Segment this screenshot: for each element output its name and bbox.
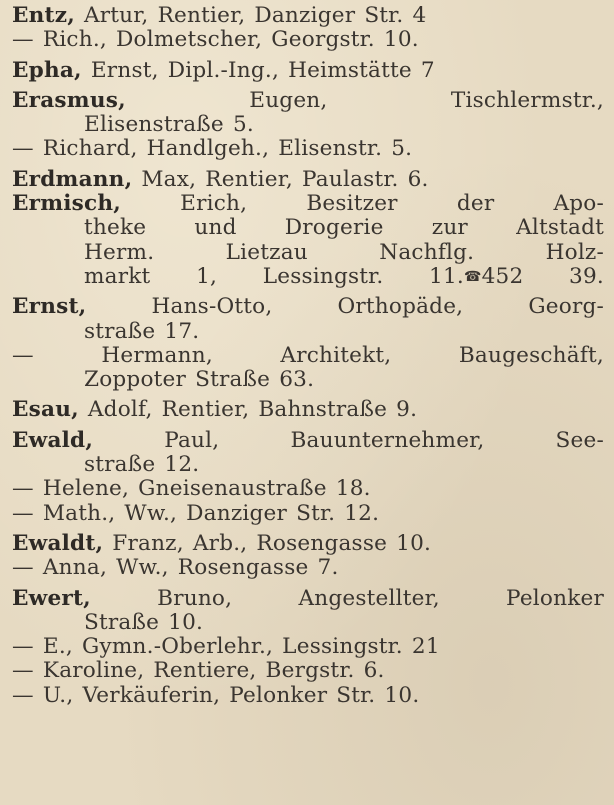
telephone-icon: ☎ bbox=[463, 268, 482, 285]
entry-text: Elisenstraße 5. bbox=[84, 113, 254, 138]
entry-text: Zoppoter Straße 63. bbox=[84, 368, 315, 393]
entry-text: Handlgeh., Elisenstr. 5. bbox=[137, 137, 413, 162]
entry-name: Erasmus, bbox=[12, 88, 126, 113]
entry-name: — Helene, bbox=[12, 477, 130, 502]
entry-text: Artur, Rentier, Danziger Str. 4 bbox=[74, 4, 427, 28]
directory-entry bbox=[12, 344, 604, 393]
entry-line bbox=[12, 429, 604, 453]
entry-line bbox=[12, 89, 604, 113]
entry-name: — Anna, bbox=[12, 556, 108, 581]
entry-name: Ewert, bbox=[12, 586, 91, 611]
directory-entry bbox=[12, 137, 604, 161]
entry-line bbox=[12, 168, 604, 192]
directory-entry bbox=[12, 477, 604, 501]
entry-text: Adolf, Rentier, Bahnstraße 9. bbox=[78, 398, 418, 423]
entry-text: Ww., Danziger Str. 12. bbox=[115, 501, 380, 526]
entry-line bbox=[12, 684, 604, 708]
entry-text: Gneisenaustraße 18. bbox=[129, 477, 371, 502]
entry-text: theke und Drogerie zur Altstadt bbox=[84, 216, 604, 241]
directory-entry bbox=[12, 587, 604, 636]
entry-line bbox=[12, 59, 604, 83]
entry-name: Esau, bbox=[12, 398, 79, 423]
entry-name: — U., bbox=[12, 683, 74, 708]
entry-line bbox=[12, 216, 604, 240]
entry-line bbox=[12, 344, 604, 368]
entry-name: Ernst, bbox=[12, 295, 87, 320]
entry-text: Max, Rentier, Paulastr. 6. bbox=[132, 167, 429, 192]
entry-line bbox=[12, 137, 604, 161]
entry-text: Erich, Besitzer der Apo- bbox=[121, 192, 604, 217]
entry-name: Ermisch, bbox=[12, 192, 122, 217]
directory-entry bbox=[12, 28, 604, 52]
entry-name: Ewald, bbox=[12, 428, 94, 453]
entry-name: Entz, bbox=[12, 4, 75, 28]
entry-name: Epha, bbox=[12, 58, 82, 83]
entry-line bbox=[12, 635, 604, 659]
entry-text: Bruno, Angestellter, Pelonker bbox=[90, 586, 604, 611]
entry-line bbox=[12, 4, 604, 28]
entry-name: — Hermann, bbox=[12, 343, 213, 368]
directory-entry bbox=[12, 59, 604, 83]
entry-line bbox=[12, 587, 604, 611]
entry-text: Ernst, Dipl.-Ing., Heimstätte 7 bbox=[81, 58, 435, 83]
entry-name: — Rich., bbox=[12, 28, 107, 53]
directory-entry bbox=[12, 4, 604, 28]
directory-entry bbox=[12, 684, 604, 708]
entry-name: Ewaldt, bbox=[12, 531, 104, 556]
entry-line bbox=[12, 477, 604, 501]
entry-line bbox=[12, 265, 604, 289]
entry-line bbox=[12, 192, 604, 216]
entry-line bbox=[12, 453, 604, 477]
directory-entry bbox=[12, 429, 604, 478]
entry-text: Hans-Otto, Orthopäde, Georg- bbox=[86, 295, 604, 320]
entry-text: Eugen, Tischlermstr., bbox=[125, 88, 604, 113]
entry-text: Architekt, Baugeschäft, bbox=[212, 343, 604, 368]
entry-name: — Karoline, bbox=[12, 659, 145, 684]
entry-text: Ww., Rosengasse 7. bbox=[107, 556, 339, 581]
entry-text: Gymn.-Oberlehr., Lessingstr. 21 bbox=[72, 635, 440, 660]
entry-name: Erdmann, bbox=[12, 167, 133, 192]
directory-entry bbox=[12, 659, 604, 683]
directory-entry bbox=[12, 192, 604, 289]
entry-line bbox=[12, 659, 604, 683]
directory-entry bbox=[12, 532, 604, 556]
entry-line bbox=[12, 398, 604, 422]
entry-text: Straße 10. bbox=[84, 610, 204, 635]
entry-name: — Math., bbox=[12, 501, 116, 526]
entry-name: — Richard, bbox=[12, 137, 138, 162]
directory-entry bbox=[12, 168, 604, 192]
entry-line bbox=[12, 611, 604, 635]
phone-number: 452 39. bbox=[481, 264, 604, 289]
entry-name: — E., bbox=[12, 635, 73, 660]
entry-line bbox=[12, 241, 604, 265]
directory-entry bbox=[12, 556, 604, 580]
directory-entry bbox=[12, 398, 604, 422]
directory-entry bbox=[12, 89, 604, 138]
entry-line bbox=[12, 113, 604, 137]
entry-line bbox=[12, 320, 604, 344]
entry-line bbox=[12, 368, 604, 392]
directory-entry bbox=[12, 295, 604, 344]
entry-text: markt 1, Lessingstr. 11. bbox=[84, 264, 464, 289]
directory-entry bbox=[12, 635, 604, 659]
entry-text: straße 12. bbox=[84, 453, 200, 478]
directory-entry bbox=[12, 502, 604, 526]
entry-line bbox=[12, 28, 604, 52]
entry-text: Franz, Arb., Rosengasse 10. bbox=[103, 531, 432, 556]
entry-text: Herm. Lietzau Nachflg. Holz- bbox=[84, 240, 604, 265]
entry-line bbox=[12, 295, 604, 319]
entry-text: Verkäuferin, Pelonker Str. 10. bbox=[73, 683, 420, 708]
entry-text: Rentiere, Bergstr. 6. bbox=[144, 659, 385, 684]
entry-text: Dolmetscher, Georgstr. 10. bbox=[106, 28, 419, 53]
entry-line bbox=[12, 502, 604, 526]
entry-text: Paul, Bauunternehmer, See- bbox=[93, 428, 604, 453]
entry-text: straße 17. bbox=[84, 319, 200, 344]
entry-line bbox=[12, 556, 604, 580]
entry-line bbox=[12, 532, 604, 556]
